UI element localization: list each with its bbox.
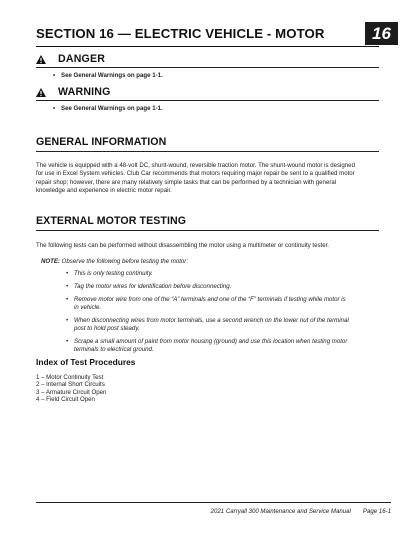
intro-line: The following tests can be performed without disassembling the motor using a multimeter or continuity tester. <box>36 242 329 249</box>
bullet: • <box>66 283 69 290</box>
note-item-line: in vehicle. <box>74 304 102 312</box>
external-motor-testing-heading <box>36 215 379 228</box>
paragraph-line: repair shop; however, there are many relatively simple tasks that can be performed by a technician with general <box>36 178 337 186</box>
test-procedure-list <box>36 374 106 404</box>
bullet: • <box>66 338 69 345</box>
chapter-tab: 16 <box>365 22 398 45</box>
general-information-title: GENERAL INFORMATION <box>36 136 167 148</box>
page-footer <box>36 508 391 515</box>
section-header <box>36 26 379 42</box>
footer-rule <box>36 502 391 503</box>
note-item-line: This is only testing continuity. <box>74 270 153 277</box>
danger-notice-header <box>36 53 379 68</box>
note-item-text <box>74 270 153 278</box>
danger-notice <box>36 53 379 79</box>
test-procedure-item: 2 – Internal Short Circuits <box>36 381 105 389</box>
note-item-text <box>74 338 347 354</box>
index-heading: Index of Test Procedures <box>36 357 136 367</box>
note-item-line: terminals to electrical ground. <box>74 346 154 354</box>
paragraph-line: The vehicle is equipped with a 48-volt DC, shunt-wound, reversible traction motor. The shunt-wound motor is designed <box>36 162 355 169</box>
general-information-rule <box>36 151 379 152</box>
paragraph-line: knowledge and experience in electric motor repair. <box>36 187 172 195</box>
note-item-text <box>74 296 346 312</box>
external-motor-testing-title: EXTERNAL MOTOR TESTING <box>36 215 187 227</box>
section-title: SECTION 16 — ELECTRIC VEHICLE - MOTOR <box>36 26 325 41</box>
general-information-heading <box>36 136 379 149</box>
bullet: • <box>66 296 69 303</box>
note-label: NOTE: <box>41 258 60 265</box>
warning-rule <box>36 100 379 101</box>
bullet: • <box>53 105 56 112</box>
section-title-rule <box>36 46 379 47</box>
note-text: Observe the following before testing the motor: <box>61 258 189 265</box>
bullet: • <box>66 317 69 324</box>
warning-notice <box>36 86 379 112</box>
note-item-text <box>74 283 231 291</box>
external-motor-testing-intro <box>36 242 380 250</box>
warning-item <box>53 105 163 112</box>
test-procedure-item: 3 – Armature Circuit Open <box>36 388 107 396</box>
paragraph-line: for use in Excel System vehicles. Club Car recommends that motors requiring major repair be sent to a qualified motor <box>36 170 355 178</box>
danger-item-text: See General Warnings on page 1-1. <box>61 72 163 79</box>
warning-notice-header <box>36 86 379 101</box>
manual-title: 2021 Carryall 300 Maintenance and Service Manual <box>210 508 351 515</box>
test-procedure-item: 1 – Motor Continuity Test <box>36 374 104 381</box>
external-motor-testing-rule <box>36 230 379 231</box>
test-procedure-item: 4 – Field Circuit Open <box>36 396 95 404</box>
note-item-line: Tag the motor wires for identification before disconnecting. <box>74 283 232 290</box>
danger-item <box>53 72 163 79</box>
warning-item-text: See General Warnings on page 1-1. <box>61 105 163 112</box>
note <box>41 258 188 265</box>
warning-triangle-icon <box>36 55 46 64</box>
general-information-paragraph <box>36 162 380 196</box>
note-item-line: post to hold post steady. <box>74 325 140 333</box>
danger-rule <box>36 67 379 68</box>
note-item-line: When disconnecting wires from motor terminals, use a second wrench on the lower nut of the terminal <box>74 317 349 324</box>
page-number: Page 16-1 <box>362 508 391 515</box>
warning-triangle-icon <box>36 88 46 97</box>
bullet: • <box>53 72 56 79</box>
note-item-text <box>74 317 349 333</box>
warning-label: WARNING <box>58 86 111 98</box>
note-item-line: Scrape a small amount of paint from motor housing (ground) and use this location when testing motor <box>74 338 348 345</box>
note-item-line: Remove motor wire from one of the “A” terminals and one of the “F” terminals if testing while motor is <box>74 296 346 303</box>
danger-label: DANGER <box>58 53 106 65</box>
bullet: • <box>66 270 69 277</box>
